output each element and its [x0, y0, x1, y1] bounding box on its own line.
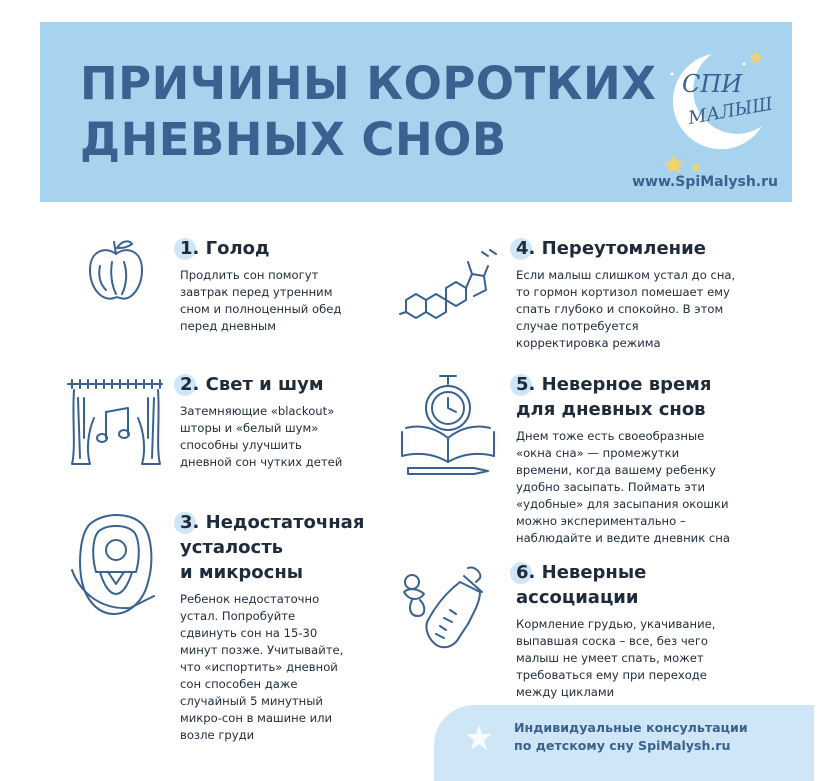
item-3-title: 3. Недостаточная усталость и микросны: [180, 510, 364, 585]
page-title: [80, 56, 656, 168]
item-6-title: 6. Неверные ассоциации: [516, 560, 715, 610]
logo: [652, 34, 774, 172]
item-6-text: Кормление грудью, укачивание, выпавшая соска – все, без чего малыш не умеет спать, может требоваться ему при переходе между циклами: [516, 617, 716, 699]
logo-text-top: СПИ: [682, 70, 743, 98]
molecule-icon: [398, 244, 504, 324]
header-banner: [40, 22, 792, 202]
apple-icon: [84, 236, 148, 306]
footer-text: Индивидуальные консультации по детскому сну SpiMalysh.ru: [514, 720, 748, 753]
logo-star-icon: [749, 50, 763, 64]
item-2-title: 2. Свет и шум: [180, 372, 342, 397]
logo-star-icon-3: [691, 162, 701, 172]
bottle-pacifier-icon: [398, 564, 498, 654]
item-1-text: Продлить сон помогут завтрак перед утренним сном и полноценный обед перед дневным: [180, 268, 342, 333]
item-3-text: Ребенок недостаточно устал. Попробуйте сдвинуть сон на 15-30 минут позже. Учитывайте, что «испортить» дневной сон способен даже случайный 5 минутный микро-сон в машине или возле груди: [180, 592, 344, 742]
site-url: www.SpiMalysh.ru: [632, 174, 778, 190]
item-5-title: 5. Неверное время для дневных снов: [516, 372, 730, 422]
item-4-text: Если малыш слишком устал до сна, то гормон кортизол помешает ему спать глубоко и спокойно. В этом случае потребуется корректировка режима: [516, 268, 736, 350]
logo-star-icon-2: [664, 154, 684, 172]
item-4-title: 4. Переутомление: [516, 236, 735, 261]
star-icon: [464, 723, 494, 753]
clock-book-icon: [398, 372, 498, 482]
logo-text-bottom: МАЛЫШ: [686, 93, 774, 130]
item-5-text: Днем тоже есть своеобразные «окна сна» — промежутки времени, когда вашему ребенку удобно засыпать. Поймать эти «удобные» для засыпания окошки можно экспериментально – наблюдайте и ведите дневник сна: [516, 429, 730, 545]
footer-banner: [434, 705, 814, 781]
item-1-title: 1. Голод: [180, 236, 341, 261]
car-seat-icon: [70, 510, 162, 620]
title-line-2: ДНЕВНЫХ СНОВ: [80, 113, 507, 166]
item-2-text: Затемняющие «blackout» шторы и «белый шум» способны улучшить дневной сон чутких детей: [180, 404, 343, 469]
curtain-music-icon: [66, 378, 166, 468]
title-line-1: ПРИЧИНЫ КОРОТКИХ: [80, 57, 657, 110]
